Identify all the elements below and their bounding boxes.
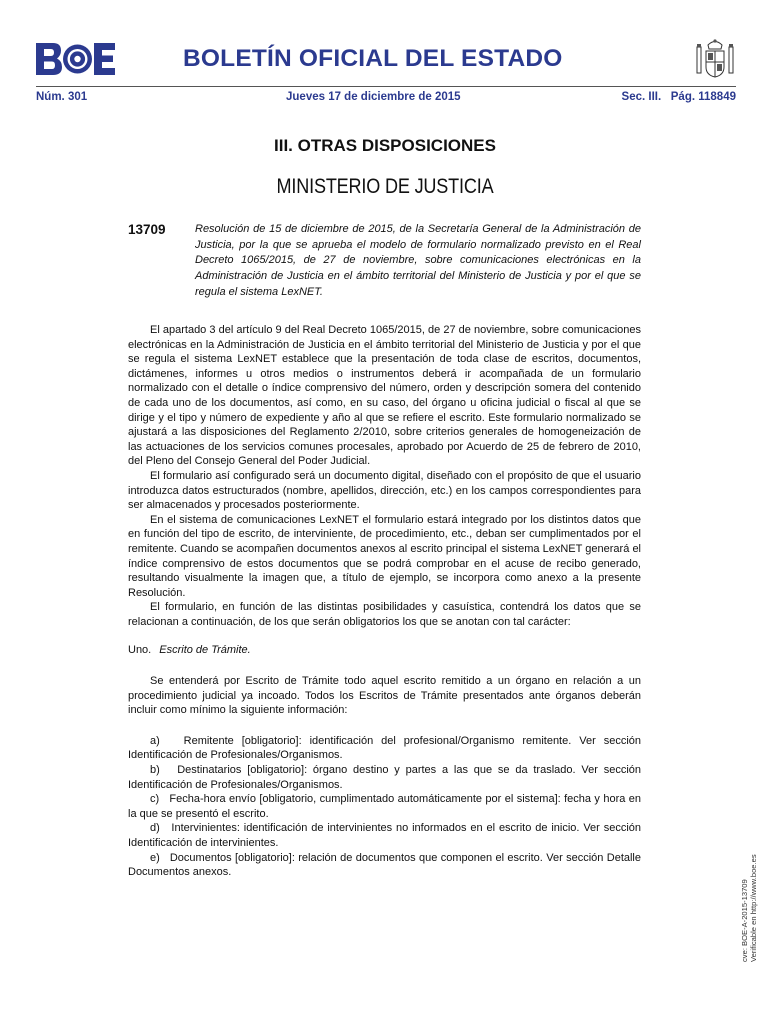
coat-of-arms-icon <box>694 37 736 81</box>
list-item: c) Fecha-hora envío [obligatorio, cumplimentado automáticamente por el sistema]: fecha y hora en la que se presentó el escrito. <box>128 793 645 820</box>
issue-date: Jueves 17 de diciembre de 2015 <box>286 91 461 103</box>
list-item: a) Remitente [obligatorio]: identificación del profesional/Organismo remitente. Ver sección Identificación de Profesionales/Organismos. <box>128 734 645 762</box>
side-verification <box>740 822 758 962</box>
body-paragraph: El formulario así configurado será un documento digital, diseñado con el propósito de que el usuario introduzca datos estructurados (nombre, apellidos, dirección, etc.) en los campos correspondientes para ser almacenados y procesados posteriormente. <box>128 469 641 512</box>
document-body <box>128 323 645 880</box>
subheading-label: Uno. <box>128 644 152 657</box>
body-paragraph: El formulario, en función de las distintas posibilidades y casuística, contendrá los datos que se relacionan a continuación, de los que serán obligatorios los que se anotan con tal carácter: <box>128 601 641 628</box>
body-paragraph: Se entenderá por Escrito de Trámite todo aquel escrito remitido a un órgano en relación a un procedimiento judicial ya incoado. Todos los Escritos de Trámite presentados ante órganos deberán incluir como mínimo la siguiente información: <box>128 675 641 717</box>
list-item: d) Intervinientes: identificación de intervinientes no informados en el escrito de inicio. Ver sección Identificación de intervinientes. <box>128 822 645 849</box>
disposition-summary: Resolución de 15 de diciembre de 2015, de la Secretaría General de la Administración de Justicia, por la que se aprueba el modelo de formulario normalizado previsto en el Real Decreto 1065/2015, de 27 de noviembre, sobre comunicaciones electrónicas en la Administración de Justicia en el ámbito territorial del Ministerio de Justicia y por el que se regula el sistema LexNET. <box>195 223 641 298</box>
body-paragraph: En el sistema de comunicaciones LexNET el formulario estará integrado por los distintos datos que en función del tipo de escrito, de interviniente, de procedimiento, etc., deban ser cumplimentados por el remitente. Cuando se acompañen documentos anexos al escrito principal el sistema LexNET generará el índice comprensivo de estos documentos que se podrá comprobar en el acuse de recibo generado, resultando visualmente la imagen que, a título de ejemplo, se incorpora como anexo a la presente Resolución. <box>128 513 641 599</box>
disposition-number: 13709 <box>128 222 166 237</box>
header-rule <box>36 86 736 87</box>
issue-number: Núm. 301 <box>36 91 88 103</box>
subheading-title: Escrito de Trámite. <box>159 644 251 657</box>
ministry-title: MINISTERIO DE JUSTICIA <box>276 175 494 198</box>
body-paragraph: El apartado 3 del artículo 9 del Real Decreto 1065/2015, de 27 de noviembre, sobre comunicaciones electrónicas en la Administración de Justicia en el ámbito territorial del Ministerio de Justicia y por el que se regula el sistema LexNET establece que la presentación de toda clase de escritos, documentos, dictámenes, informes u otros medios o instrumentos deberá ir acompañada de un formulario normalizado con el detalle o índice comprensivo del número, orden y descripción somera del contenido de cada uno de los documentos, así como, en su caso, del órgano u oficina judicial o fiscal al que se dirige y el tipo y número de expediente y año al que se refiere el escrito. Este formulario normalizado se ajustará a las disposiciones del Reglamento 2/2010, sobre criterios generales de homogeneización de las actuaciones de los servicios comunes procesales, aprobado por Acuerdo de 25 de febrero de 2010, del Pleno del Consejo General del Poder Judicial. <box>128 324 641 468</box>
section-title: III. OTRAS DISPOSICIONES <box>274 136 496 155</box>
boe-logo <box>36 43 116 75</box>
list-item: b) Destinatarios [obligatorio]: órgano destino y partes a las que se da traslado. Ver sección Identificación de Profesionales/Organismos. <box>128 764 645 791</box>
bulletin-title: BOLETÍN OFICIAL DEL ESTADO <box>183 45 563 72</box>
subheading <box>128 643 641 658</box>
section-page: Sec. III. Pág. 118849 <box>621 91 736 103</box>
verify-url: Verificable en http://www.boe.es <box>749 854 758 962</box>
cve-code: cve: BOE-A-2015-13709 <box>740 879 749 962</box>
list-item: e) Documentos [obligatorio]: relación de documentos que componen el escrito. Ver sección Detalle Documentos anexos. <box>128 851 645 879</box>
